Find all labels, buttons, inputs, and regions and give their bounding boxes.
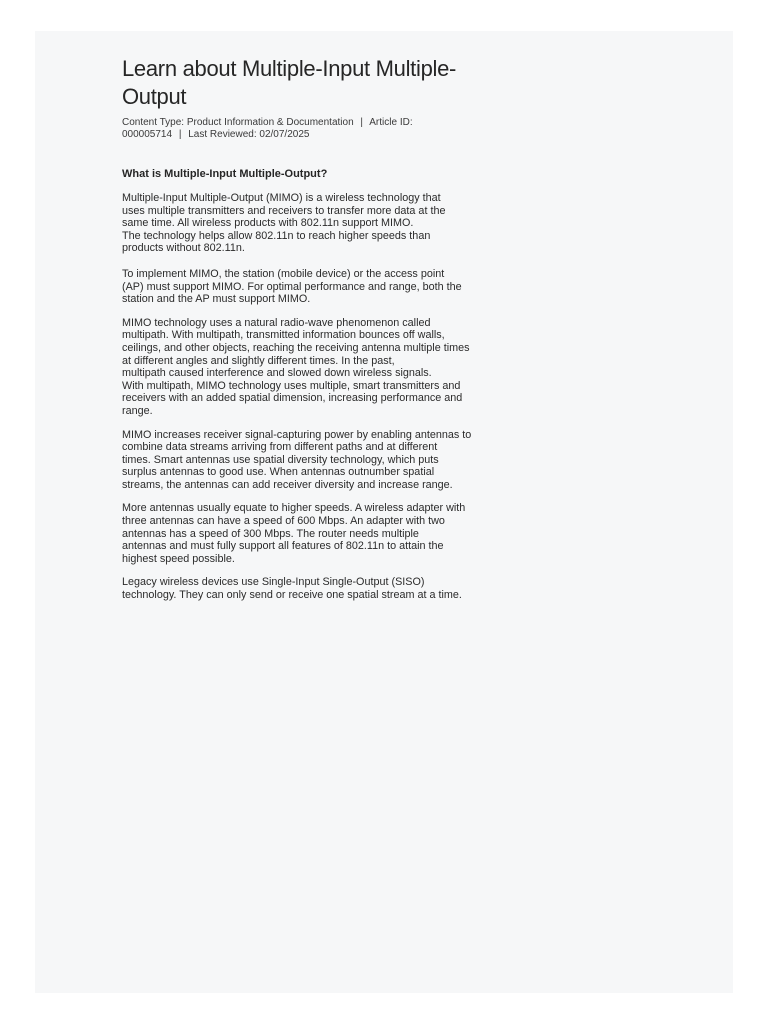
last-reviewed-value: 02/07/2025 [259, 129, 310, 140]
paragraph-mimo-definition: Multiple-Input Multiple-Output (MIMO) is a wireless technology that uses multiple transmitters and receivers to transfer more data at the same time. All wireless products with 802.11n support MIMO. The technology helps allow 802.11n to reach higher speeds than products without 802.11n. [122, 192, 446, 255]
article-content [122, 55, 522, 602]
article-id-value: 000005714 [122, 129, 173, 140]
article-id-label: Article ID: [369, 117, 413, 128]
paragraph-mimo-implementation: To implement MIMO, the station (mobile device) or the access point (AP) must support MIMO. For optimal performance and range, both the station and the AP must support MIMO. [122, 267, 462, 306]
paragraph-antennas-speed: More antennas usually equate to higher speeds. A wireless adapter with three antennas can have a speed of 600 Mbps. An adapter with two antennas has a speed of 300 Mbps. The router needs multiple antennas and must fully support all features of 802.11n to attain the highest speed possible. [122, 502, 466, 565]
content-type-value: Product Information & Documentation [186, 117, 354, 128]
article-meta [122, 117, 452, 141]
paragraph-multipath: MIMO technology uses a natural radio-wave phenomenon called multipath. With multipath, transmitted information bounces off walls, ceilings, and other objects, reaching the receiving antenna multiple times at different angles and slightly different times. In the past, multipath caused interference and slowed down wireless signals. With multipath, MIMO technology uses multiple, smart transmitters and receivers with an added spatial dimension, increasing performance and range. [122, 316, 470, 417]
last-reviewed-label: Last Reviewed: [188, 129, 257, 140]
content-type-label: Content Type: [122, 117, 185, 128]
page-title: Learn about Multiple-Input Multiple-Output [122, 56, 457, 109]
section-heading: What is Multiple-Input Multiple-Output? [122, 168, 328, 180]
meta-separator: | [360, 117, 364, 128]
paragraph-receiver-power: MIMO increases receiver signal-capturing power by enabling antennas to combine data streams arriving from different paths and at different times. Smart antennas use spatial diversity technology, which puts surplus antennas to good use. When antennas outnumber spatial streams, the antennas can add receiver diversity and increase range. [122, 428, 472, 491]
meta-separator: | [178, 129, 182, 140]
paragraph-siso: Legacy wireless devices use Single-Input Single-Output (SISO) technology. They can only send or receive one spatial stream at a time. [122, 576, 462, 602]
